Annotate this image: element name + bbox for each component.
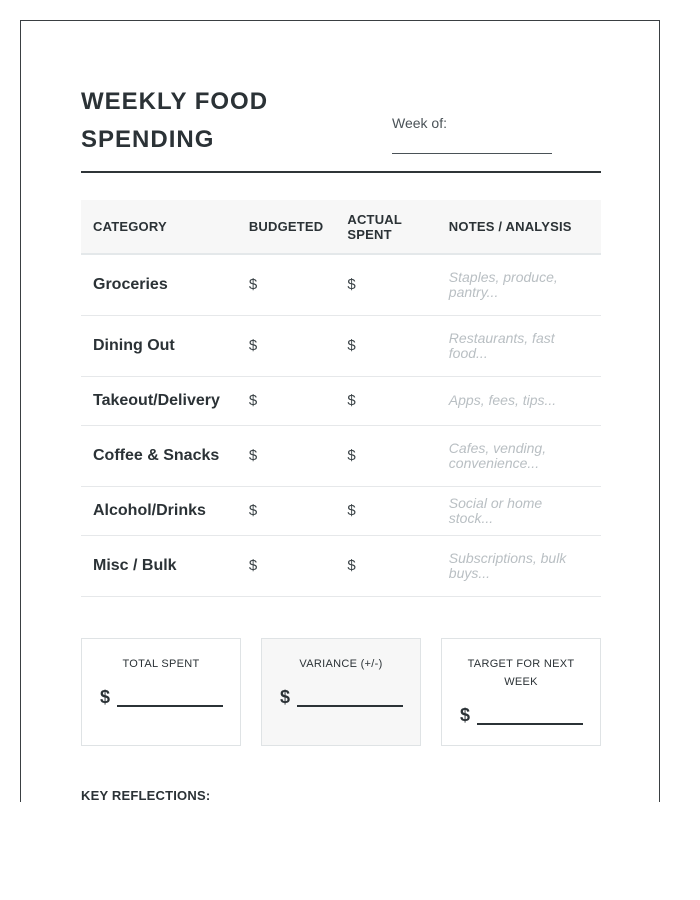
column-header-actual-spent: [335, 200, 436, 254]
variance-box: [261, 638, 421, 746]
table-row: [81, 425, 601, 486]
column-header-category: CATEGORY: [81, 200, 237, 254]
category-cell: Groceries: [81, 254, 237, 315]
table-row: [81, 486, 601, 535]
actual-cell[interactable]: $: [335, 254, 436, 315]
budgeted-cell[interactable]: $: [237, 254, 336, 315]
note-cell[interactable]: Restaurants, fast food...: [437, 315, 601, 376]
page-title: WEEKLY FOOD SPENDING: [81, 88, 269, 153]
note-cell[interactable]: Staples, produce, pantry...: [437, 254, 601, 315]
week-of-label: Week of:: [392, 115, 447, 131]
table-row: [81, 254, 601, 315]
target-next-week-box: [441, 638, 601, 746]
actual-cell[interactable]: $: [335, 425, 436, 486]
note-cell[interactable]: Social or home stock...: [437, 486, 601, 535]
variance-input-line[interactable]: [297, 705, 403, 707]
target-currency: $: [460, 705, 471, 725]
column-header-notes: NOTES / ANALYSIS: [437, 200, 601, 254]
budgeted-cell[interactable]: $: [237, 425, 336, 486]
actual-cell[interactable]: $: [335, 535, 436, 596]
actual-cell[interactable]: $: [335, 376, 436, 425]
category-cell: Misc / Bulk: [81, 535, 237, 596]
category-cell: Takeout/Delivery: [81, 376, 237, 425]
category-cell: Coffee & Snacks: [81, 425, 237, 486]
category-cell: Dining Out: [81, 315, 237, 376]
actual-spent-label: ACTUAL SPENT: [347, 211, 402, 242]
table-row: [81, 376, 601, 425]
spending-table: [81, 200, 601, 597]
budgeted-cell[interactable]: $: [237, 315, 336, 376]
total-spent-label: TOTAL SPENT: [122, 658, 200, 670]
category-cell: Alcohol/Drinks: [81, 486, 237, 535]
budgeted-cell[interactable]: $: [237, 376, 336, 425]
budgeted-cell[interactable]: $: [237, 535, 336, 596]
note-cell[interactable]: Cafes, vending, convenience...: [437, 425, 601, 486]
total-spent-currency: $: [100, 687, 111, 707]
key-reflections-label: KEY REFLECTIONS:: [81, 788, 211, 803]
worksheet-page: [20, 20, 660, 802]
actual-cell[interactable]: $: [335, 315, 436, 376]
note-cell[interactable]: Apps, fees, tips...: [437, 376, 601, 425]
total-spent-input-line[interactable]: [117, 705, 223, 707]
worksheet-header: [81, 81, 601, 173]
table-header-row: [81, 200, 601, 254]
variance-label: VARIANCE (+/-): [299, 658, 383, 670]
variance-currency: $: [280, 687, 291, 707]
table-row: [81, 315, 601, 376]
total-spent-box: [81, 638, 241, 746]
target-input-line[interactable]: [477, 723, 583, 725]
column-header-budgeted: BUDGETED: [237, 200, 336, 254]
actual-cell[interactable]: $: [335, 486, 436, 535]
week-of-input-line[interactable]: [392, 153, 552, 154]
table-row: [81, 535, 601, 596]
target-next-week-label: TARGET FOR NEXT WEEK: [467, 658, 575, 688]
note-cell[interactable]: Subscriptions, bulk buys...: [437, 535, 601, 596]
budgeted-cell[interactable]: $: [237, 486, 336, 535]
